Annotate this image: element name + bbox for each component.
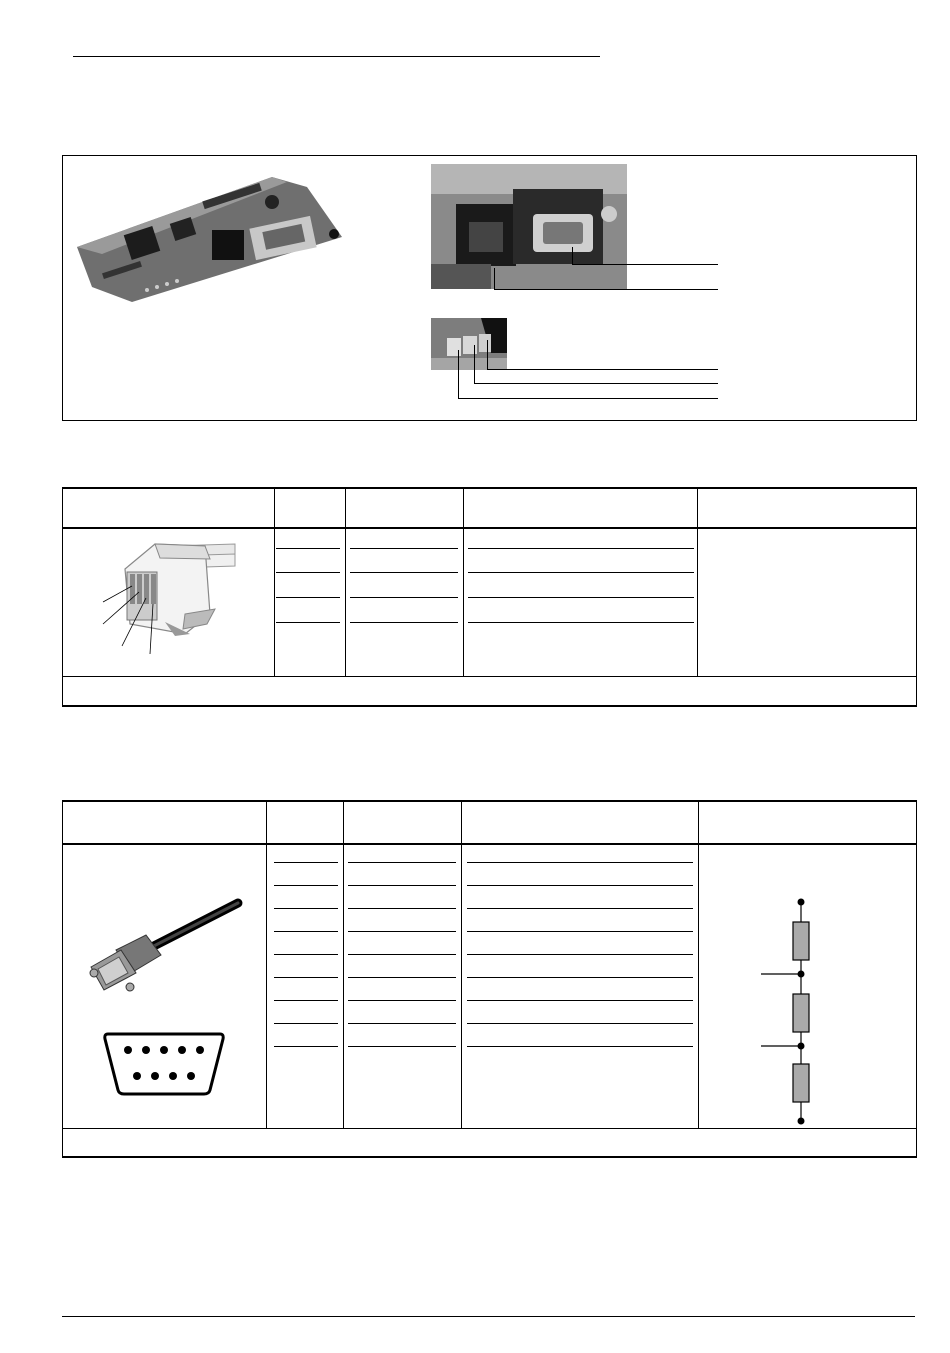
dsub-row-rule [274,1046,338,1047]
rj-row-rule [276,622,340,623]
dsub-row-rule [467,931,693,932]
rj-row-rule [350,597,458,598]
callout-dsub [572,264,718,265]
callout-switch-1-drop [487,340,488,369]
dsub-row-rule [467,954,693,955]
callout-switch-1 [487,369,718,370]
dsub-row-rule [348,885,456,886]
callout-switch-3 [458,398,718,399]
dsub-row-rule [274,908,338,909]
dsub-row-rule [274,1023,338,1024]
dsub-row-rule [348,977,456,978]
rj-table-footer-rule [62,676,917,677]
dip-switch-closeup-photo [431,318,507,370]
rj-row-rule [350,622,458,623]
dsub-table-header-rule [62,843,917,845]
callout-rj [494,289,718,290]
dsub9-pin-face [102,1030,226,1098]
dsub9-connector-drawing [86,895,246,1005]
footer-rule [62,1316,915,1317]
dsub-row-rule [348,931,456,932]
rj-row-rule [468,622,694,623]
connector-closeup-photo [431,164,627,289]
dsub-row-rule [467,1000,693,1001]
rj-col-divider-1 [274,487,275,677]
rj-col-divider-2 [345,487,346,677]
rj-row-rule [276,597,340,598]
dsub-row-rule [467,977,693,978]
dsub-col-divider-3 [461,800,462,1128]
rj-row-rule [468,597,694,598]
callout-dsub-drop [572,247,573,264]
option-board-photo [72,172,352,304]
dsub-row-rule [467,1023,693,1024]
rj-plug-drawing [95,534,245,659]
dsub-row-rule [348,954,456,955]
dsub-table-bottom [62,1156,917,1158]
rj-col-divider-3 [463,487,464,677]
dsub-col-divider-1 [266,800,267,1128]
rj-row-rule [468,548,694,549]
rj-row-rule [350,572,458,573]
rj-row-rule [276,572,340,573]
dsub-row-rule [274,885,338,886]
dsub-table-footer-rule [62,1128,917,1129]
dsub-table-top [62,800,917,802]
dsub-row-rule [348,862,456,863]
callout-switch-3-drop [458,350,459,398]
termination-resistor-schematic [758,896,818,1128]
dsub-row-rule [274,954,338,955]
rj-row-rule [468,572,694,573]
dsub-row-rule [348,1046,456,1047]
dsub-row-rule [274,1000,338,1001]
dsub-row-rule [467,1046,693,1047]
rj-row-rule [276,548,340,549]
dsub-row-rule [467,885,693,886]
header-rule [73,56,600,57]
callout-switch-2-drop [474,345,475,383]
rj-table-header-rule [62,527,917,529]
rj-row-rule [350,548,458,549]
dsub-row-rule [467,862,693,863]
callout-rj-drop [494,268,495,289]
dsub-row-rule [348,1023,456,1024]
dsub-row-rule [467,908,693,909]
dsub-col-divider-4 [698,800,699,1128]
dsub-row-rule [274,931,338,932]
dsub-row-rule [274,862,338,863]
callout-switch-2 [474,383,718,384]
rj-col-divider-4 [697,487,698,677]
rj-table-top [62,487,917,489]
rj-table-bottom [62,705,917,707]
dsub-row-rule [274,977,338,978]
dsub-row-rule [348,1000,456,1001]
dsub-col-divider-2 [343,800,344,1128]
dsub-row-rule [348,908,456,909]
